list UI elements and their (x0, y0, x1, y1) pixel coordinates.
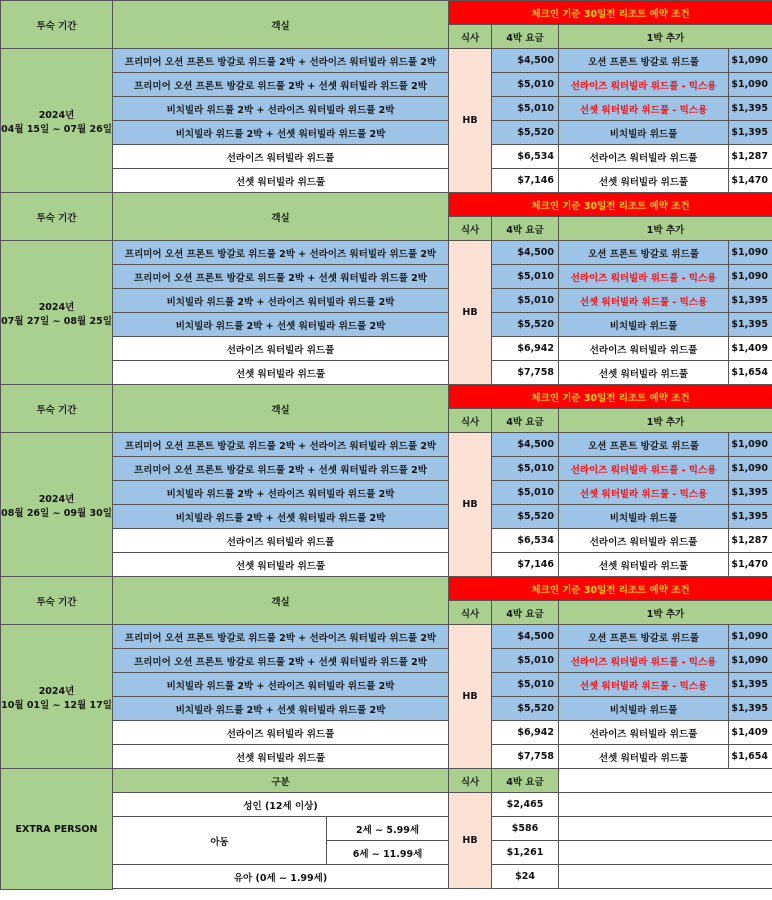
price-4-nights: $6,534 (492, 145, 559, 169)
table-row (1, 145, 772, 169)
extra-night-price: $1,287 (729, 145, 772, 169)
extra-night-price: $1,395 (729, 481, 772, 505)
price-4-nights: $5,520 (492, 505, 559, 529)
price4-header: 4박 요금 (492, 601, 559, 625)
stay-period (1, 49, 113, 193)
price4-header: 4박 요금 (492, 25, 559, 49)
table-row (1, 169, 772, 193)
room-header: 객실 (113, 385, 449, 433)
meal-header: 식사 (449, 25, 492, 49)
category-header: 구분 (113, 769, 449, 793)
extra-night-header: 1박 추가 (559, 601, 772, 625)
table-row (1, 721, 772, 745)
price-4-nights: $5,010 (492, 73, 559, 97)
extra-night-room: 비치빌라 위드풀 (559, 697, 729, 721)
table-row (1, 265, 772, 289)
child-old-age: 6세 ~ 11.99세 (327, 841, 449, 865)
room-combo: 프리미어 오션 프론트 방갈로 위드풀 2박 + 선셋 워터빌라 위드풀 2박 (113, 457, 449, 481)
extra-night-price: $1,090 (729, 457, 772, 481)
table-row (1, 73, 772, 97)
table-row (1, 361, 772, 385)
room-combo: 프리미어 오션 프론트 방갈로 위드풀 2박 + 선라이즈 워터빌라 위드풀 2박 (113, 625, 449, 649)
room-combo: 선셋 워터빌라 위드풀 (113, 745, 449, 769)
period-range: 04월 15일 ~ 07월 26일 (1, 123, 112, 135)
extra-night-room: 선셋 워터빌라 위드풀 - 믹스용 (559, 289, 729, 313)
extra-night-price: $1,654 (729, 361, 772, 385)
price-4-nights: $4,500 (492, 433, 559, 457)
extra-meal-header: 식사 (449, 769, 492, 793)
price-4-nights: $5,520 (492, 313, 559, 337)
table-row (1, 481, 772, 505)
table-row (1, 433, 772, 457)
period-year: 2024년 (38, 109, 75, 121)
extra-night-room: 선셋 워터빌라 위드풀 (559, 361, 729, 385)
extra-night-price: $1,090 (729, 625, 772, 649)
condition-banner: 체크인 기준 30일전 리조트 예약 조건 (449, 385, 772, 409)
extra-night-room: 선라이즈 워터빌라 위드풀 - 믹스용 (559, 649, 729, 673)
table-row (1, 49, 772, 73)
extra-night-price: $1,470 (729, 169, 772, 193)
room-combo: 선셋 워터빌라 위드풀 (113, 553, 449, 577)
extra-night-price: $1,470 (729, 553, 772, 577)
condition-banner: 체크인 기준 30일전 리조트 예약 조건 (449, 1, 772, 25)
extra-night-price: $1,287 (729, 529, 772, 553)
period-header: 투숙 기간 (1, 1, 113, 49)
extra-night-price: $1,654 (729, 745, 772, 769)
extra-night-price: $1,395 (729, 97, 772, 121)
price-4-nights: $6,942 (492, 721, 559, 745)
extra-night-price: $1,090 (729, 265, 772, 289)
table-row (1, 697, 772, 721)
period-range: 10월 01일 ~ 12월 17일 (1, 699, 112, 711)
price-4-nights: $4,500 (492, 241, 559, 265)
table-row (1, 745, 772, 769)
table-row (1, 673, 772, 697)
price-4-nights: $6,534 (492, 529, 559, 553)
extra-night-room: 비치빌라 위드풀 (559, 121, 729, 145)
price-4-nights: $4,500 (492, 625, 559, 649)
price-4-nights: $7,758 (492, 745, 559, 769)
period-year: 2024년 (38, 685, 75, 697)
meal-plan: HB (449, 625, 492, 769)
child-label: 아동 (113, 817, 327, 865)
room-combo: 비치빌라 위드풀 2박 + 선셋 워터빌라 위드풀 2박 (113, 121, 449, 145)
meal-header: 식사 (449, 409, 492, 433)
price-4-nights: $6,942 (492, 337, 559, 361)
room-header: 객실 (113, 577, 449, 625)
price-4-nights: $5,520 (492, 121, 559, 145)
room-combo: 선셋 워터빌라 위드풀 (113, 169, 449, 193)
room-combo: 비치빌라 위드풀 2박 + 선라이즈 워터빌라 위드풀 2박 (113, 97, 449, 121)
table-row (1, 553, 772, 577)
meal-header: 식사 (449, 601, 492, 625)
extra-night-header: 1박 추가 (559, 409, 772, 433)
meal-header: 식사 (449, 217, 492, 241)
blank-cell (559, 793, 772, 817)
extra-header-row (1, 769, 772, 793)
period-year: 2024년 (38, 493, 75, 505)
room-combo: 비치빌라 위드풀 2박 + 선셋 워터빌라 위드풀 2박 (113, 505, 449, 529)
extra-night-room: 선라이즈 워터빌라 위드풀 - 믹스용 (559, 457, 729, 481)
period-header: 투숙 기간 (1, 385, 113, 433)
extra-night-price: $1,395 (729, 673, 772, 697)
table-row (1, 241, 772, 265)
table-row (1, 505, 772, 529)
table-row (1, 529, 772, 553)
extra-night-room: 선셋 워터빌라 위드풀 - 믹스용 (559, 481, 729, 505)
room-combo: 선라이즈 워터빌라 위드풀 (113, 145, 449, 169)
table-bottom-row (1, 889, 772, 890)
table-row (1, 121, 772, 145)
extra-night-price: $1,090 (729, 649, 772, 673)
blank-cell (559, 865, 772, 889)
condition-banner: 체크인 기준 30일전 리조트 예약 조건 (449, 193, 772, 217)
table-row (1, 649, 772, 673)
extra-night-room: 선라이즈 워터빌라 위드풀 - 믹스용 (559, 265, 729, 289)
extra-night-price: $1,090 (729, 433, 772, 457)
room-combo: 비치빌라 위드풀 2박 + 선라이즈 워터빌라 위드풀 2박 (113, 481, 449, 505)
extra-night-room: 선셋 워터빌라 위드풀 (559, 745, 729, 769)
section-header-row (1, 385, 772, 409)
extra-adult-row (1, 793, 772, 817)
blank-cell (559, 841, 772, 865)
room-combo: 비치빌라 위드풀 2박 + 선셋 워터빌라 위드풀 2박 (113, 313, 449, 337)
extra-night-price: $1,409 (729, 337, 772, 361)
period-range: 08월 26일 ~ 09월 30일 (1, 507, 112, 519)
table-row (1, 97, 772, 121)
stay-period (1, 241, 113, 385)
price-4-nights: $4,500 (492, 49, 559, 73)
extra-night-room: 오션 프론트 방갈로 위드풀 (559, 241, 729, 265)
price-4-nights: $7,146 (492, 553, 559, 577)
extra-night-room: 비치빌라 위드풀 (559, 313, 729, 337)
extra-night-room: 오션 프론트 방갈로 위드풀 (559, 625, 729, 649)
table-row (1, 313, 772, 337)
room-combo: 비치빌라 위드풀 2박 + 선라이즈 워터빌라 위드풀 2박 (113, 289, 449, 313)
extra-night-room: 오션 프론트 방갈로 위드풀 (559, 49, 729, 73)
price-4-nights: $5,010 (492, 649, 559, 673)
price-4-nights: $5,010 (492, 265, 559, 289)
extra-night-room: 선셋 워터빌라 위드풀 - 믹스용 (559, 97, 729, 121)
price-4-nights: $5,010 (492, 457, 559, 481)
price-4-nights: $5,010 (492, 673, 559, 697)
extra-meal-plan: HB (449, 793, 492, 889)
period-header: 투숙 기간 (1, 193, 113, 241)
price4-header: 4박 요금 (492, 409, 559, 433)
room-combo: 프리미어 오션 프론트 방갈로 위드풀 2박 + 선셋 워터빌라 위드풀 2박 (113, 649, 449, 673)
extra-night-price: $1,090 (729, 241, 772, 265)
extra-night-room: 선셋 워터빌라 위드풀 - 믹스용 (559, 673, 729, 697)
section-header-row (1, 193, 772, 217)
extra-night-room: 오션 프론트 방갈로 위드풀 (559, 433, 729, 457)
condition-banner: 체크인 기준 30일전 리조트 예약 조건 (449, 577, 772, 601)
period-range: 07월 27일 ~ 08월 25일 (1, 315, 112, 327)
meal-plan: HB (449, 49, 492, 193)
table-row (1, 289, 772, 313)
room-combo: 프리미어 오션 프론트 방갈로 위드풀 2박 + 선셋 워터빌라 위드풀 2박 (113, 265, 449, 289)
extra-price4-header: 4박 요금 (492, 769, 559, 793)
extra-night-room: 선셋 워터빌라 위드풀 (559, 169, 729, 193)
price-4-nights: $7,146 (492, 169, 559, 193)
period-year: 2024년 (38, 301, 75, 313)
extra-night-price: $1,395 (729, 121, 772, 145)
section-header-row (1, 577, 772, 601)
table-row (1, 625, 772, 649)
infant-label: 유아 (0세 ~ 1.99세) (113, 865, 449, 889)
room-combo: 선라이즈 워터빌라 위드풀 (113, 337, 449, 361)
meal-plan: HB (449, 433, 492, 577)
blank-cell (559, 817, 772, 841)
extra-night-price: $1,090 (729, 73, 772, 97)
room-combo: 프리미어 오션 프론트 방갈로 위드풀 2박 + 선셋 워터빌라 위드풀 2박 (113, 73, 449, 97)
extra-night-room: 선라이즈 워터빌라 위드풀 - 믹스용 (559, 73, 729, 97)
extra-night-header: 1박 추가 (559, 217, 772, 241)
room-header: 객실 (113, 193, 449, 241)
table-body (1, 1, 772, 890)
room-combo: 프리미어 오션 프론트 방갈로 위드풀 2박 + 선라이즈 워터빌라 위드풀 2박 (113, 241, 449, 265)
meal-plan: HB (449, 241, 492, 385)
room-combo: 비치빌라 위드풀 2박 + 선셋 워터빌라 위드풀 2박 (113, 697, 449, 721)
room-combo: 선라이즈 워터빌라 위드풀 (113, 721, 449, 745)
extra-night-price: $1,395 (729, 289, 772, 313)
extra-night-room: 선라이즈 워터빌라 위드풀 (559, 721, 729, 745)
child-young-price: $586 (492, 817, 559, 841)
room-combo: 프리미어 오션 프론트 방갈로 위드풀 2박 + 선라이즈 워터빌라 위드풀 2박 (113, 433, 449, 457)
price-4-nights: $5,520 (492, 697, 559, 721)
blank-cell (559, 769, 772, 793)
adult-price: $2,465 (492, 793, 559, 817)
table-row (1, 457, 772, 481)
extra-night-room: 선라이즈 워터빌라 위드풀 (559, 145, 729, 169)
room-combo: 선라이즈 워터빌라 위드풀 (113, 529, 449, 553)
extra-night-room: 선라이즈 워터빌라 위드풀 (559, 529, 729, 553)
extra-night-room: 선셋 워터빌라 위드풀 (559, 553, 729, 577)
child-young-age: 2세 ~ 5.99세 (327, 817, 449, 841)
extra-night-room: 선라이즈 워터빌라 위드풀 (559, 337, 729, 361)
extra-night-room: 비치빌라 위드풀 (559, 505, 729, 529)
extra-night-price: $1,090 (729, 49, 772, 73)
child-old-price: $1,261 (492, 841, 559, 865)
price-4-nights: $5,010 (492, 97, 559, 121)
extra-night-price: $1,395 (729, 313, 772, 337)
extra-night-price: $1,409 (729, 721, 772, 745)
extra-person-label: EXTRA PERSON (1, 769, 113, 890)
price4-header: 4박 요금 (492, 217, 559, 241)
stay-period (1, 625, 113, 769)
extra-night-header: 1박 추가 (559, 25, 772, 49)
room-combo: 프리미어 오션 프론트 방갈로 위드풀 2박 + 선라이즈 워터빌라 위드풀 2박 (113, 49, 449, 73)
room-header: 객실 (113, 1, 449, 49)
extra-infant-row (1, 865, 772, 889)
period-header: 투숙 기간 (1, 577, 113, 625)
stay-period (1, 433, 113, 577)
room-combo: 선셋 워터빌라 위드풀 (113, 361, 449, 385)
extra-child-young-row (1, 817, 772, 841)
extra-night-price: $1,395 (729, 697, 772, 721)
adult-label: 성인 (12세 이상) (113, 793, 449, 817)
price-4-nights: $5,010 (492, 289, 559, 313)
table-row (1, 337, 772, 361)
section-header-row (1, 1, 772, 25)
price-4-nights: $5,010 (492, 481, 559, 505)
extra-night-price: $1,395 (729, 505, 772, 529)
infant-price: $24 (492, 865, 559, 889)
room-combo: 비치빌라 위드풀 2박 + 선라이즈 워터빌라 위드풀 2박 (113, 673, 449, 697)
price-4-nights: $7,758 (492, 361, 559, 385)
